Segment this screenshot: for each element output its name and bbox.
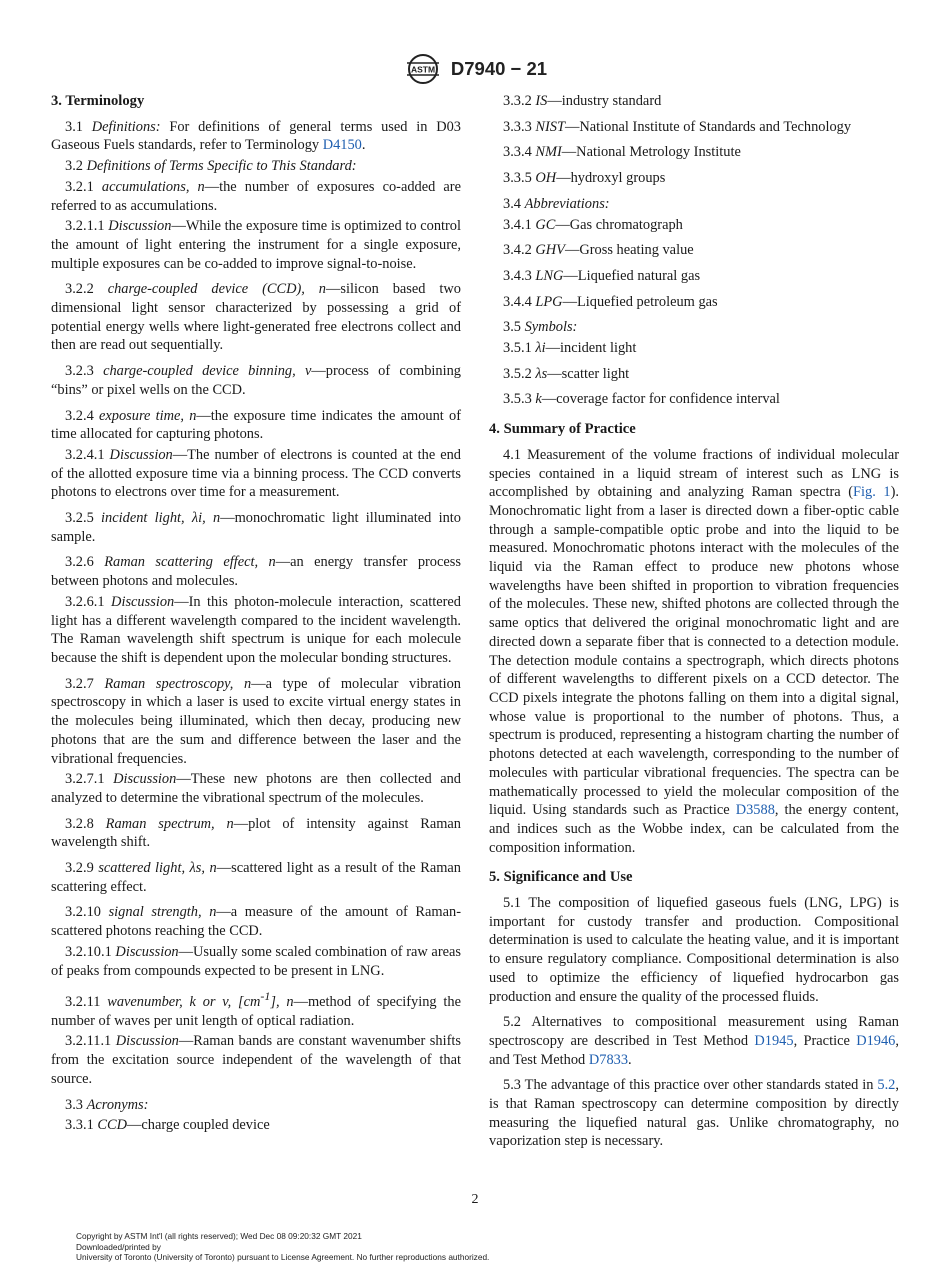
- paragraph-3-2: 3.2 Definitions of Terms Specific to This Standard:: [65, 158, 357, 175]
- paragraph-3-2-8: 3.2.8 Raman spectrum, n—plot of intensity against Raman wavelength shift.: [51, 815, 462, 851]
- document-id: D7940 − 21: [450, 58, 548, 79]
- paragraph-3-4-2: 3.4.2 GHV—Gross heating value: [503, 242, 694, 259]
- paragraph-3-4: 3.4 Abbreviations:: [503, 195, 610, 212]
- paragraph-3-5-3: 3.5.3 k—coverage factor for confidence interval: [503, 391, 780, 408]
- paragraph-3-2-5: 3.2.5 incident light, λi, n—monochromatic light illuminated into sample.: [51, 510, 461, 545]
- paragraph-3-3: 3.3 Acronyms:: [65, 1096, 149, 1113]
- section-heading-summary: 4. Summary of Practice: [489, 421, 636, 438]
- paragraph-3-2-9: 3.2.9 scattered light, λs, n—scattered light as a result of the Raman scattering effect.: [51, 860, 461, 895]
- paragraph-3-4-1: 3.4.1 GC—Gas chromatograph: [503, 216, 683, 233]
- footer-line-copyright: Copyright by ASTM Int'l (all rights reserved); Wed Dec 08 09:20:32 GMT 2021: [76, 1231, 362, 1241]
- footer-line-downloaded: Downloaded/printed by: [76, 1241, 161, 1252]
- paragraph-5-1: 5.1 The composition of liquefied gaseous fuels (LNG, LPG) is important for custody transfer and production. Compositional determination is used to calculate the heating value, and it is important to ensure regulatory compliance. Compositional determination is also used to optimize the efficiency of liquefied hydrocarbon gas production and ensure the quality of the processed fluids.: [489, 895, 899, 1005]
- link-fig-1[interactable]: Fig. 1: [853, 484, 891, 501]
- paragraph-3-3-5: 3.3.5 OH—hydroxyl groups: [503, 170, 666, 187]
- paragraph-3-2-3: 3.2.3 charge-coupled device binning, v—process of combining “bins” or pixel wells on the CCD.: [51, 363, 461, 398]
- paragraph-3-3-4: 3.3.4 NMI—National Metrology Institute: [503, 144, 741, 161]
- copyright-footer: [76, 1231, 489, 1263]
- left-column: [51, 92, 461, 1137]
- paragraph-3-2-11: 3.2.11 wavenumber, k or v, $[cm^{-1}]$, n—method of specifying the number of waves per unit length of optical radiation.: [51, 989, 461, 1029]
- paragraph-3-2-4: 3.2.4 exposure time, n—the exposure time indicates the amount of time allocated for capturing photons.: [51, 407, 461, 443]
- paragraph-3-4-3: 3.4.3 LNG—Liquefied natural gas: [503, 267, 701, 284]
- svg-text:ASTM: ASTM: [410, 64, 435, 75]
- paragraph-3-3-1: 3.3.1 CCD—charge coupled device: [65, 1117, 270, 1134]
- section-heading-terminology: 3. Terminology: [51, 93, 145, 109]
- link-d7833[interactable]: D7833: [588, 1051, 629, 1068]
- footer-line-license: University of Toronto (University of Toronto) pursuant to License Agreement. No further reproductions authorized.: [76, 1252, 490, 1263]
- link-section-5-2[interactable]: 5.2: [877, 1077, 896, 1094]
- paragraph-3-5-2: 3.5.2 λs—scatter light: [503, 365, 630, 382]
- paragraph-5-2: 5.2 Alternatives to compositional measurement using Raman spectroscopy are described in Test Method D1945, Practice D1946, and Test Method D7833.: [489, 1014, 899, 1068]
- link-d4150[interactable]: D4150: [322, 137, 362, 154]
- paragraph-3-2-7: 3.2.7 Raman spectroscopy, n—a type of molecular vibration spectroscopy in which a laser is used to excite virtual energy states in the molecules being illuminated, which then decay, producing new photons that are the sum and difference between the laser and the vibrational frequencies.: [51, 675, 461, 767]
- paragraph-3-2-10-1: 3.2.10.1 Discussion—Usually some scaled combination of raw areas of peaks from compounds expected to be present in LNG.: [51, 943, 461, 979]
- paragraph-3-2-10: 3.2.10 signal strength, n—a measure of the amount of Raman-scattered photons reaching the CCD.: [51, 904, 461, 940]
- paragraph-3-2-2: 3.2.2 charge-coupled device (CCD), n—silicon based two dimensional light sensor characterized by possessing a grid of potential energy wells where light-generated free electrons collect and then are read out sequentially.: [51, 281, 461, 354]
- paragraph-4-1: 4.1 Measurement of the volume fractions of individual molecular species contained in a liquid stream of interest such as LNG is accomplished by obtaining and analyzing Raman spectra (Fig. 1). Monochromatic light from a laser is directed down a fiber-optic cable through a sample-compatible optic probe and into the liquid to be measured. Monochromatic photons interact with the molecules of the liquid via the Raman effect to produce new photons whose wavelengths have been shifted in proportion to vibration frequencies of the molecules. These new, shifted photons are collected through the same optics that delivered the original monochromatic light and are directed down a separate fiber that is connected to a detection module. The detection module contains a spectrograph, which directs photons of different wavelengths to different pixels on a CCD detector. The CCD pixels integrate the photons falling on them into a digital signal, whose value is proportional to the number of photons. Thus, a spectrum is produced, representing a histogram charting the number of photons detected at each wavelength, corresponding to the number of molecules with particular vibrational frequencies. The spectra can be mathematically processed to yield the molecular composition of the liquid. Using standards such as Practice D3588, the energy content, and indices such as the Wobbe index, can be calculated from the composition information.: [489, 446, 900, 856]
- paragraph-3-1: 3.1 Definitions: For definitions of general terms used in D03 Gaseous Fuels standards, refer to Terminology D4150.: [51, 118, 461, 154]
- paragraph-3-3-3: 3.3.3 NIST—National Institute of Standards and Technology: [503, 118, 852, 135]
- paragraph-3-2-7-1: 3.2.7.1 Discussion—These new photons are then collected and analyzed to determine the vibrational spectrum of the molecules.: [51, 771, 461, 806]
- paragraph-3-2-6-1: 3.2.6.1 Discussion—In this photon-molecule interaction, scattered light has a different wavelength compared to the incident wavelength. The Raman wavelength shift spectrum is unique for each molecule because the shift is dependent upon the molecular bonding structures.: [51, 593, 462, 666]
- page-number: 2: [471, 1192, 479, 1207]
- link-d1945[interactable]: D1945: [754, 1032, 794, 1049]
- paragraph-3-3-2: 3.3.2 IS—industry standard: [503, 93, 662, 109]
- paragraph-3-2-6: 3.2.6 Raman scattering effect, n—an energy transfer process between photons and molecules.: [51, 554, 461, 590]
- right-column: [489, 92, 899, 1158]
- paragraph-3-2-11-1: 3.2.11.1 Discussion—Raman bands are constant wavenumber shifts from the excitation source independent of the wavelength of that source.: [51, 1033, 461, 1087]
- section-heading-significance: 5. Significance and Use: [489, 869, 633, 886]
- paragraph-3-4-4: 3.4.4 LPG—Liquefied petroleum gas: [503, 293, 718, 310]
- paragraph-3-2-1: 3.2.1 accumulations, n—the number of exposures co-added are referred to as accumulations.: [51, 178, 461, 214]
- link-d1946[interactable]: D1946: [856, 1032, 896, 1049]
- paragraph-3-2-4-1: 3.2.4.1 Discussion—The number of electrons is counted at the end of the allotted exposure time via a binning process. The CCD converts photons to electrons over time for a measurement.: [51, 446, 461, 501]
- link-d3588[interactable]: D3588: [735, 802, 775, 819]
- paragraph-3-2-1-1: 3.2.1.1 Discussion—While the exposure time is optimized to control the amount of light entering the instrument for a single exposure, multiple exposures can be co-added to improve signal-to-noise.: [51, 218, 461, 272]
- paragraph-3-5-1: 3.5.1 λi—incident light: [503, 340, 637, 357]
- page-header: [0, 52, 950, 86]
- paragraph-5-3: 5.3 The advantage of this practice over other standards stated in 5.2, is that Raman spectroscopy can determine composition by directly measuring the liquefied natural gas. Unlike chromatography, no vaporization step is necessary.: [489, 1077, 899, 1150]
- astm-logo-icon: [403, 52, 443, 86]
- paragraph-3-5: 3.5 Symbols:: [503, 319, 578, 336]
